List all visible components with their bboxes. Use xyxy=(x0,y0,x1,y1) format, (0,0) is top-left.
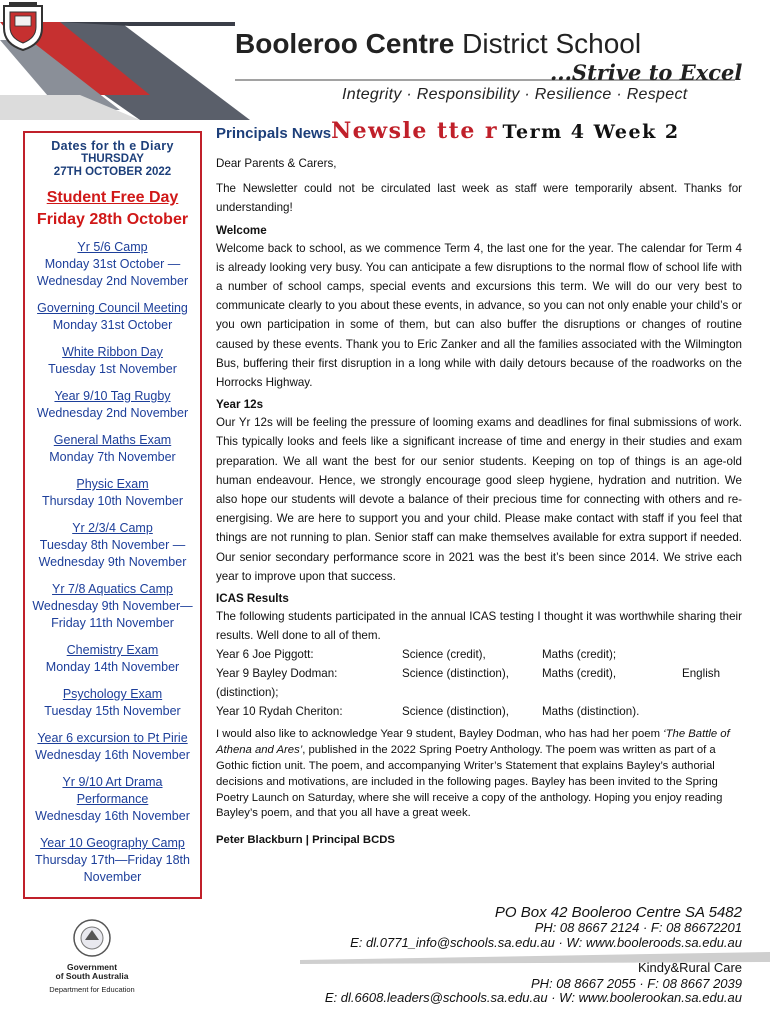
school-name: Booleroo Centre District School xyxy=(235,28,642,59)
school-values: Integrity · Responsibility · Resilience · Respect xyxy=(342,86,688,103)
event-date: Monday 14th November xyxy=(45,660,180,674)
event-item xyxy=(25,239,200,290)
icas-science: Science (credit), xyxy=(402,648,486,662)
event-item xyxy=(25,520,200,571)
welcome-paragraph: Welcome back to school, as we commence Term 4, the last one for the year. The calendar for Term 4 is already looking very busy. You can anticipate a few disruptions to the normal flow of school life with a number of school camps, special events and excursions this term. We will do our very best to communicate clearly to you about these events, in advance, so you can not only enable your child’s or you own participation in some of them, but can also buffer the disruptions or changes of routine caused by these events. Thank you to Eric Zanker and all the families associated with the Wilmington Bus, buffering their first disruption in a long while with daily detours because of the roadworks on the Horrocks Highway. xyxy=(216,241,742,390)
event-date: Wednesday 16th November xyxy=(35,809,190,823)
icas-extra: English xyxy=(682,667,721,681)
event-date: Tuesday 8th November — Wednesday 9th November xyxy=(38,538,187,569)
event-item xyxy=(25,774,200,825)
newsletter-body xyxy=(216,118,742,846)
event-date: Tuesday 1st November xyxy=(48,362,177,376)
event-name: Chemistry Exam xyxy=(66,643,159,657)
event-name: General Maths Exam xyxy=(53,433,172,447)
event-item xyxy=(25,581,200,632)
highlight-title: Student Free Day xyxy=(46,189,179,206)
event-date: Monday 31st October xyxy=(52,318,173,332)
event-name: Year 10 Geography Camp xyxy=(40,836,185,850)
icas-row xyxy=(216,683,742,702)
footer-phone: PH: 08 8667 2124 · F: 08 86672201 xyxy=(534,920,742,935)
year12-paragraph: Our Yr 12s will be feeling the pressure of looming exams and deadlines for final submissions of work. This typically looks and feels like a significant increase of time and energy in their studies and exam preparation. We all want the best for our senior students. Keeping on top of things is an age-old human endeavour. Hence, we strongly encourage good sleep hygiene, hydration and nutrition. We also hope our students will devote a balance of their precious time for connecting with others and re-energising. We are here to support you and your child. Please make contact with staff if you feel that things are not running to plan. Senior staff can make themselves available for extra support if needed. Our senior secondary performance score in 2021 was the best it’s been since 2014. We strive each year to improve upon that success. xyxy=(216,416,742,583)
icas-heading: ICAS Results xyxy=(216,592,289,606)
icas-row xyxy=(216,702,742,721)
term-week: Term 4 Week 2 xyxy=(502,121,680,143)
event-name: Governing Council Meeting xyxy=(37,301,188,315)
year12-heading: Year 12s xyxy=(216,398,264,412)
icas-maths: Maths (credit); xyxy=(542,648,617,662)
event-item xyxy=(25,476,200,510)
school-crest-icon xyxy=(0,0,46,52)
newsletter-title xyxy=(216,118,742,154)
diary-title: Dates for th e Diary xyxy=(51,139,174,153)
icas-student: Year 9 Bayley Dodman: xyxy=(216,667,338,681)
event-item xyxy=(25,730,200,764)
event-item xyxy=(25,344,200,378)
event-name: Yr 7/8 Aquatics Camp xyxy=(52,582,173,596)
icas-maths: Maths (credit), xyxy=(542,667,617,681)
dates-for-diary-panel xyxy=(23,131,202,899)
newsletter-word: Newsle tte r xyxy=(331,118,499,144)
event-date: Wednesday 9th November— Friday 11th November xyxy=(32,599,193,630)
event-item xyxy=(25,686,200,720)
event-item xyxy=(25,432,200,466)
icas-paragraph: The following students participated in the annual ICAS testing I thought it was worthwhile sharing their results. Well done to all of them. xyxy=(216,610,742,643)
footer-address: PO Box 42 Booleroo Centre SA 5482 xyxy=(494,904,742,921)
event-name: Yr 5/6 Camp xyxy=(77,240,148,254)
event-name: Psychology Exam xyxy=(62,687,163,701)
icas-maths: Maths (distinction). xyxy=(542,705,640,719)
icas-row xyxy=(216,664,742,683)
event-date: Monday 31st October — Wednesday 2nd November xyxy=(36,257,189,288)
event-date: Wednesday 2nd November xyxy=(36,406,189,420)
school-motto: ...Strive to Excel xyxy=(550,60,743,85)
letterhead xyxy=(0,0,770,120)
footer-kindy-email: E: dl.6608.leaders@schools.sa.edu.au · W: www.boolerookan.sa.edu.au xyxy=(324,990,742,1005)
event-name: White Ribbon Day xyxy=(62,345,163,359)
event-date: Tuesday 15th November xyxy=(44,704,181,718)
footer-kindy-phone: PH: 08 8667 2055 · F: 08 8667 2039 xyxy=(530,976,742,991)
event-date: Thursday 17th—Friday 18th November xyxy=(35,853,190,884)
diary-day: THURSDAY xyxy=(81,153,144,165)
footer-kindy: Kindy&Rural Care xyxy=(637,960,742,975)
event-name: Yr 9/10 Art Drama Performance xyxy=(62,775,163,806)
gov-line2: of South Australia xyxy=(55,971,129,981)
highlight-date: Friday 28th October xyxy=(36,211,189,228)
intro-paragraph: The Newsletter could not be circulated last week as staff were temporarily absent. Thanks for understanding! xyxy=(216,182,742,215)
greeting: Dear Parents & Carers, xyxy=(216,157,337,170)
icas-row xyxy=(216,645,742,664)
gov-line1: Government xyxy=(66,962,118,972)
event-date: Thursday 10th November xyxy=(41,494,184,508)
diary-date: 27TH OCTOBER 2022 xyxy=(53,166,172,178)
event-item xyxy=(25,388,200,422)
icas-science: Science (distinction), xyxy=(402,705,509,719)
event-list xyxy=(25,239,200,886)
event-item xyxy=(25,642,200,676)
event-item xyxy=(25,300,200,334)
event-name: Year 6 excursion to Pt Pirie xyxy=(37,731,188,745)
acknowledgement-paragraph: I would also like to acknowledge Year 9 student, Bayley Dodman, who has had her poem ‘The Battle of Athena and Ares’, published in the 2022 Spring Poetry Anthology. The poem was written as part of a Gothic fiction unit. The poem, and accompanying Writer’s Statement that explains Bayley’s authorial decisions and motivations, are included in the following pages. Bayley has been invited to the Spring Poetry Launch on Saturday, where she will receive a copy of the anthology. Hoping you enjoy reading Bayley’s poem, and that you all have a great week. xyxy=(216,728,730,820)
event-name: Physic Exam xyxy=(76,477,149,491)
principals-news-heading: Principals News xyxy=(216,125,332,142)
icas-student: Year 6 Joe Piggott: xyxy=(216,648,314,662)
footer-email-web: E: dl.0771_info@schools.sa.edu.au · W: www.booleroods.sa.edu.au xyxy=(350,935,742,950)
principal-signature: Peter Blackburn | Principal BCDS xyxy=(216,833,395,846)
gov-department: Department for Education xyxy=(49,985,135,994)
icas-science: Science (distinction), xyxy=(402,667,509,681)
welcome-heading: Welcome xyxy=(216,223,267,237)
event-name: Yr 2/3/4 Camp xyxy=(72,521,153,535)
event-date: Wednesday 16th November xyxy=(35,748,190,762)
event-item xyxy=(25,835,200,886)
icas-results-table xyxy=(216,645,742,721)
event-name: Year 9/10 Tag Rugby xyxy=(54,389,171,403)
icas-student: (distinction); xyxy=(216,686,279,700)
event-date: Monday 7th November xyxy=(49,450,176,464)
icas-student: Year 10 Rydah Cheriton: xyxy=(216,705,343,719)
